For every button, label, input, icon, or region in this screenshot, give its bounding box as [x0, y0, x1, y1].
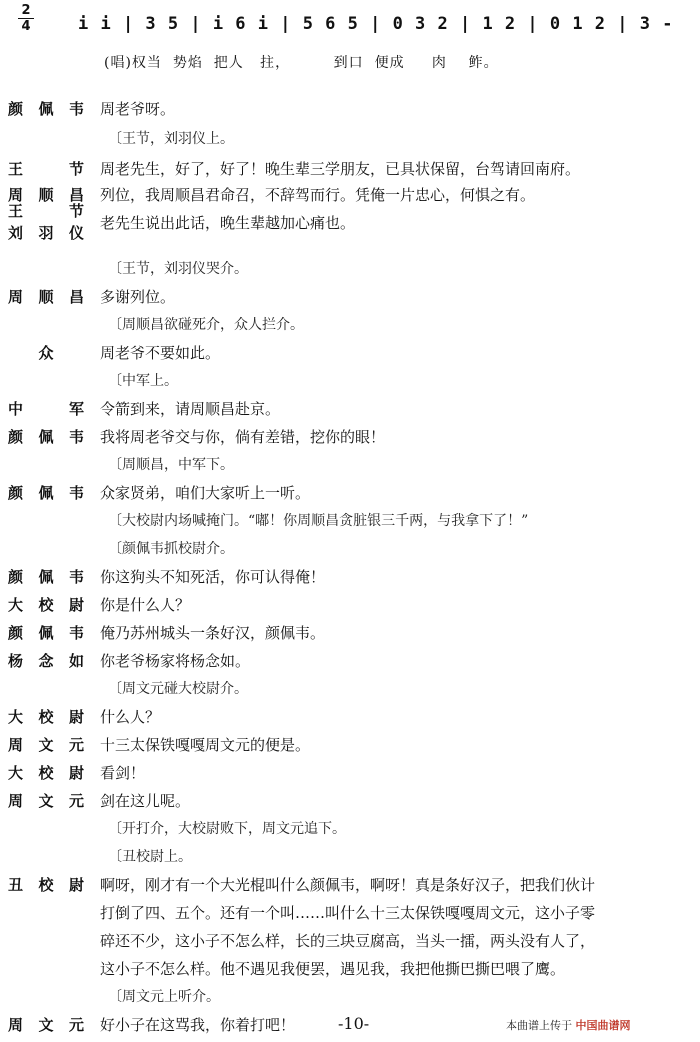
- stage-direction: [0, 256, 700, 282]
- footer-credit: [506, 1017, 631, 1033]
- dialogue-text: 剑在这儿呢。: [100, 792, 191, 810]
- dialogue-text: 多谢列位。: [100, 288, 176, 306]
- dialogue-text: 十三太保铁嘎嘎周文元的便是。: [100, 736, 311, 754]
- footer-upload-text: 本曲谱上传于: [506, 1019, 572, 1032]
- time-signature: [18, 4, 34, 33]
- direction-text: 〔开打介，大校尉败下，周文元追下。: [108, 821, 346, 837]
- dialogue-text: 令箭到来，请周顺昌赴京。: [100, 400, 281, 418]
- dialogue-line: [0, 648, 700, 674]
- score-notes: i i | 3 5 | i 6 i | 5 6 5 | 0 3 2 | 1 2 | 0 1 2 | 3 -: [78, 14, 674, 34]
- dialogue-text: 我将周老爷交与你，倘有差错，挖你的眼！: [100, 428, 386, 446]
- speaker-name: 颜 佩 韦: [8, 428, 84, 446]
- speaker-name: 周 顺 昌: [8, 186, 84, 204]
- dialogue-line: [0, 900, 700, 926]
- stage-direction: [0, 368, 700, 394]
- direction-text: 〔周顺昌，中军下。: [108, 457, 234, 473]
- direction-text: 〔周顺昌欲碰死介，众人拦介。: [108, 317, 304, 333]
- dialogue-text: 周老先生，好了，好了！晚生辈三学朋友，已具状保留，台驾请回南府。: [100, 160, 581, 178]
- dialogue-line: [0, 620, 700, 646]
- direction-text: 〔大校尉内场喊掩门。“嘟！你周顺昌贪脏银三千两，与我拿下了！”: [108, 513, 529, 529]
- dialogue-text: 你这狗头不知死活，你可认得俺！: [100, 568, 326, 586]
- dialogue-line: [0, 480, 700, 506]
- time-sig-bottom: 4: [21, 19, 31, 34]
- dialogue-line: [0, 284, 700, 310]
- dialogue-line: [0, 202, 700, 242]
- dialogue-line: [0, 396, 700, 422]
- dialogue-text: 好小子在这骂我，你着打吧！: [100, 1016, 296, 1034]
- stage-direction: [0, 452, 700, 478]
- page-number: -10-: [338, 1014, 370, 1033]
- dialogue-text: 碎还不少，这小子不怎么样，长的三块豆腐高，当头一擂，两头没有人了，: [100, 932, 596, 950]
- speaker-name: 王 节: [8, 160, 84, 178]
- dialogue-line: [0, 340, 700, 366]
- speaker-name: 丑 校 尉: [8, 876, 84, 894]
- speaker-name: 大 校 尉: [8, 708, 84, 726]
- dialogue-line: [0, 956, 700, 982]
- speaker-name: 周 文 元: [8, 1016, 84, 1034]
- speaker-name: 众: [38, 344, 54, 362]
- time-sig-top: 2: [21, 3, 31, 18]
- dialogue-line: [0, 732, 700, 758]
- stage-direction: [0, 312, 700, 338]
- dialogue-text: 啊呀，刚才有一个大光棍叫什么颜佩韦，啊呀！真是条好汉子，把我们伙计: [100, 876, 596, 894]
- dialogue-line: [0, 182, 700, 208]
- speaker-name: 中 军: [8, 400, 84, 418]
- dialogue-line: [0, 592, 700, 618]
- dialogue-text: 众家贤弟，咱们大家听上一听。: [100, 484, 311, 502]
- dialogue-text: 这小子不怎么样。他不遇见我便罢，遇见我，我把他撕巴撕巴喂了鹰。: [100, 960, 566, 978]
- footer-brand: 中国曲谱网: [575, 1019, 631, 1032]
- dialogue-text: 看剑！: [100, 764, 146, 782]
- stage-direction: [0, 844, 700, 870]
- stage-direction: [0, 816, 700, 842]
- score-lyrics: (唱)权当 势焰 把人 拄， 到口 便成 肉 鲊。: [104, 55, 499, 71]
- speaker-name: 大 校 尉: [8, 764, 84, 782]
- music-score: [0, 0, 700, 90]
- speaker-name: 颜 佩 韦: [8, 484, 84, 502]
- dialogue-text: 俺乃苏州城头一条好汉，颜佩韦。: [100, 624, 326, 642]
- dialogue-line: [0, 564, 700, 590]
- dialogue-line: [0, 788, 700, 814]
- dialogue-line: [0, 96, 700, 122]
- stage-direction: [0, 676, 700, 702]
- stage-direction: [0, 508, 700, 534]
- direction-text: 〔周文元碰大校尉介。: [108, 681, 248, 697]
- dialogue-text: 老先生说出此话，晚生辈越加心痛也。: [100, 214, 356, 232]
- dialogue-text: 什么人？: [100, 708, 161, 726]
- dialogue-text: 周老爷不要如此。: [100, 344, 221, 362]
- dialogue-line: [0, 424, 700, 450]
- dialogue-text: 你是什么人？: [100, 596, 191, 614]
- speaker-name: 颜 佩 韦: [8, 568, 84, 586]
- direction-text: 〔王节，刘羽仪上。: [108, 131, 234, 147]
- direction-text: 〔王节，刘羽仪哭介。: [108, 261, 248, 277]
- speaker-name: 周 文 元: [8, 736, 84, 754]
- dialogue-line: [0, 156, 700, 182]
- direction-text: 〔中军上。: [108, 373, 178, 389]
- speaker-name: 王 节: [8, 202, 84, 220]
- dialogue-line: [0, 760, 700, 786]
- speaker-name-second: 刘 羽 仪: [8, 224, 84, 242]
- dialogue-line: [0, 872, 700, 898]
- stage-direction: [0, 536, 700, 562]
- speaker-name: 颜 佩 韦: [8, 100, 84, 118]
- speaker-name: 杨 念 如: [8, 652, 84, 670]
- direction-text: 〔颜佩韦抓校尉介。: [108, 541, 234, 557]
- speaker-name: 大 校 尉: [8, 596, 84, 614]
- speaker-name: 颜 佩 韦: [8, 624, 84, 642]
- stage-direction: [0, 984, 700, 1010]
- speaker-name: 周 文 元: [8, 792, 84, 810]
- speaker-name: 周 顺 昌: [8, 288, 84, 306]
- direction-text: 〔周文元上听介。: [108, 989, 220, 1005]
- dialogue-text: 你老爷杨家将杨念如。: [100, 652, 251, 670]
- direction-text: 〔丑校尉上。: [108, 849, 192, 865]
- dialogue-text: 列位，我周顺昌君命召，不辞驾而行。凭俺一片忠心，何惧之有。: [100, 186, 536, 204]
- stage-direction: [0, 126, 700, 152]
- dialogue-text: 打倒了四、五个。还有一个叫……叫什么十三太保铁嘎嘎周文元，这小子零: [100, 904, 596, 922]
- dialogue-line: [0, 704, 700, 730]
- dialogue-line: [0, 928, 700, 954]
- dialogue-text: 周老爷呀。: [100, 100, 176, 118]
